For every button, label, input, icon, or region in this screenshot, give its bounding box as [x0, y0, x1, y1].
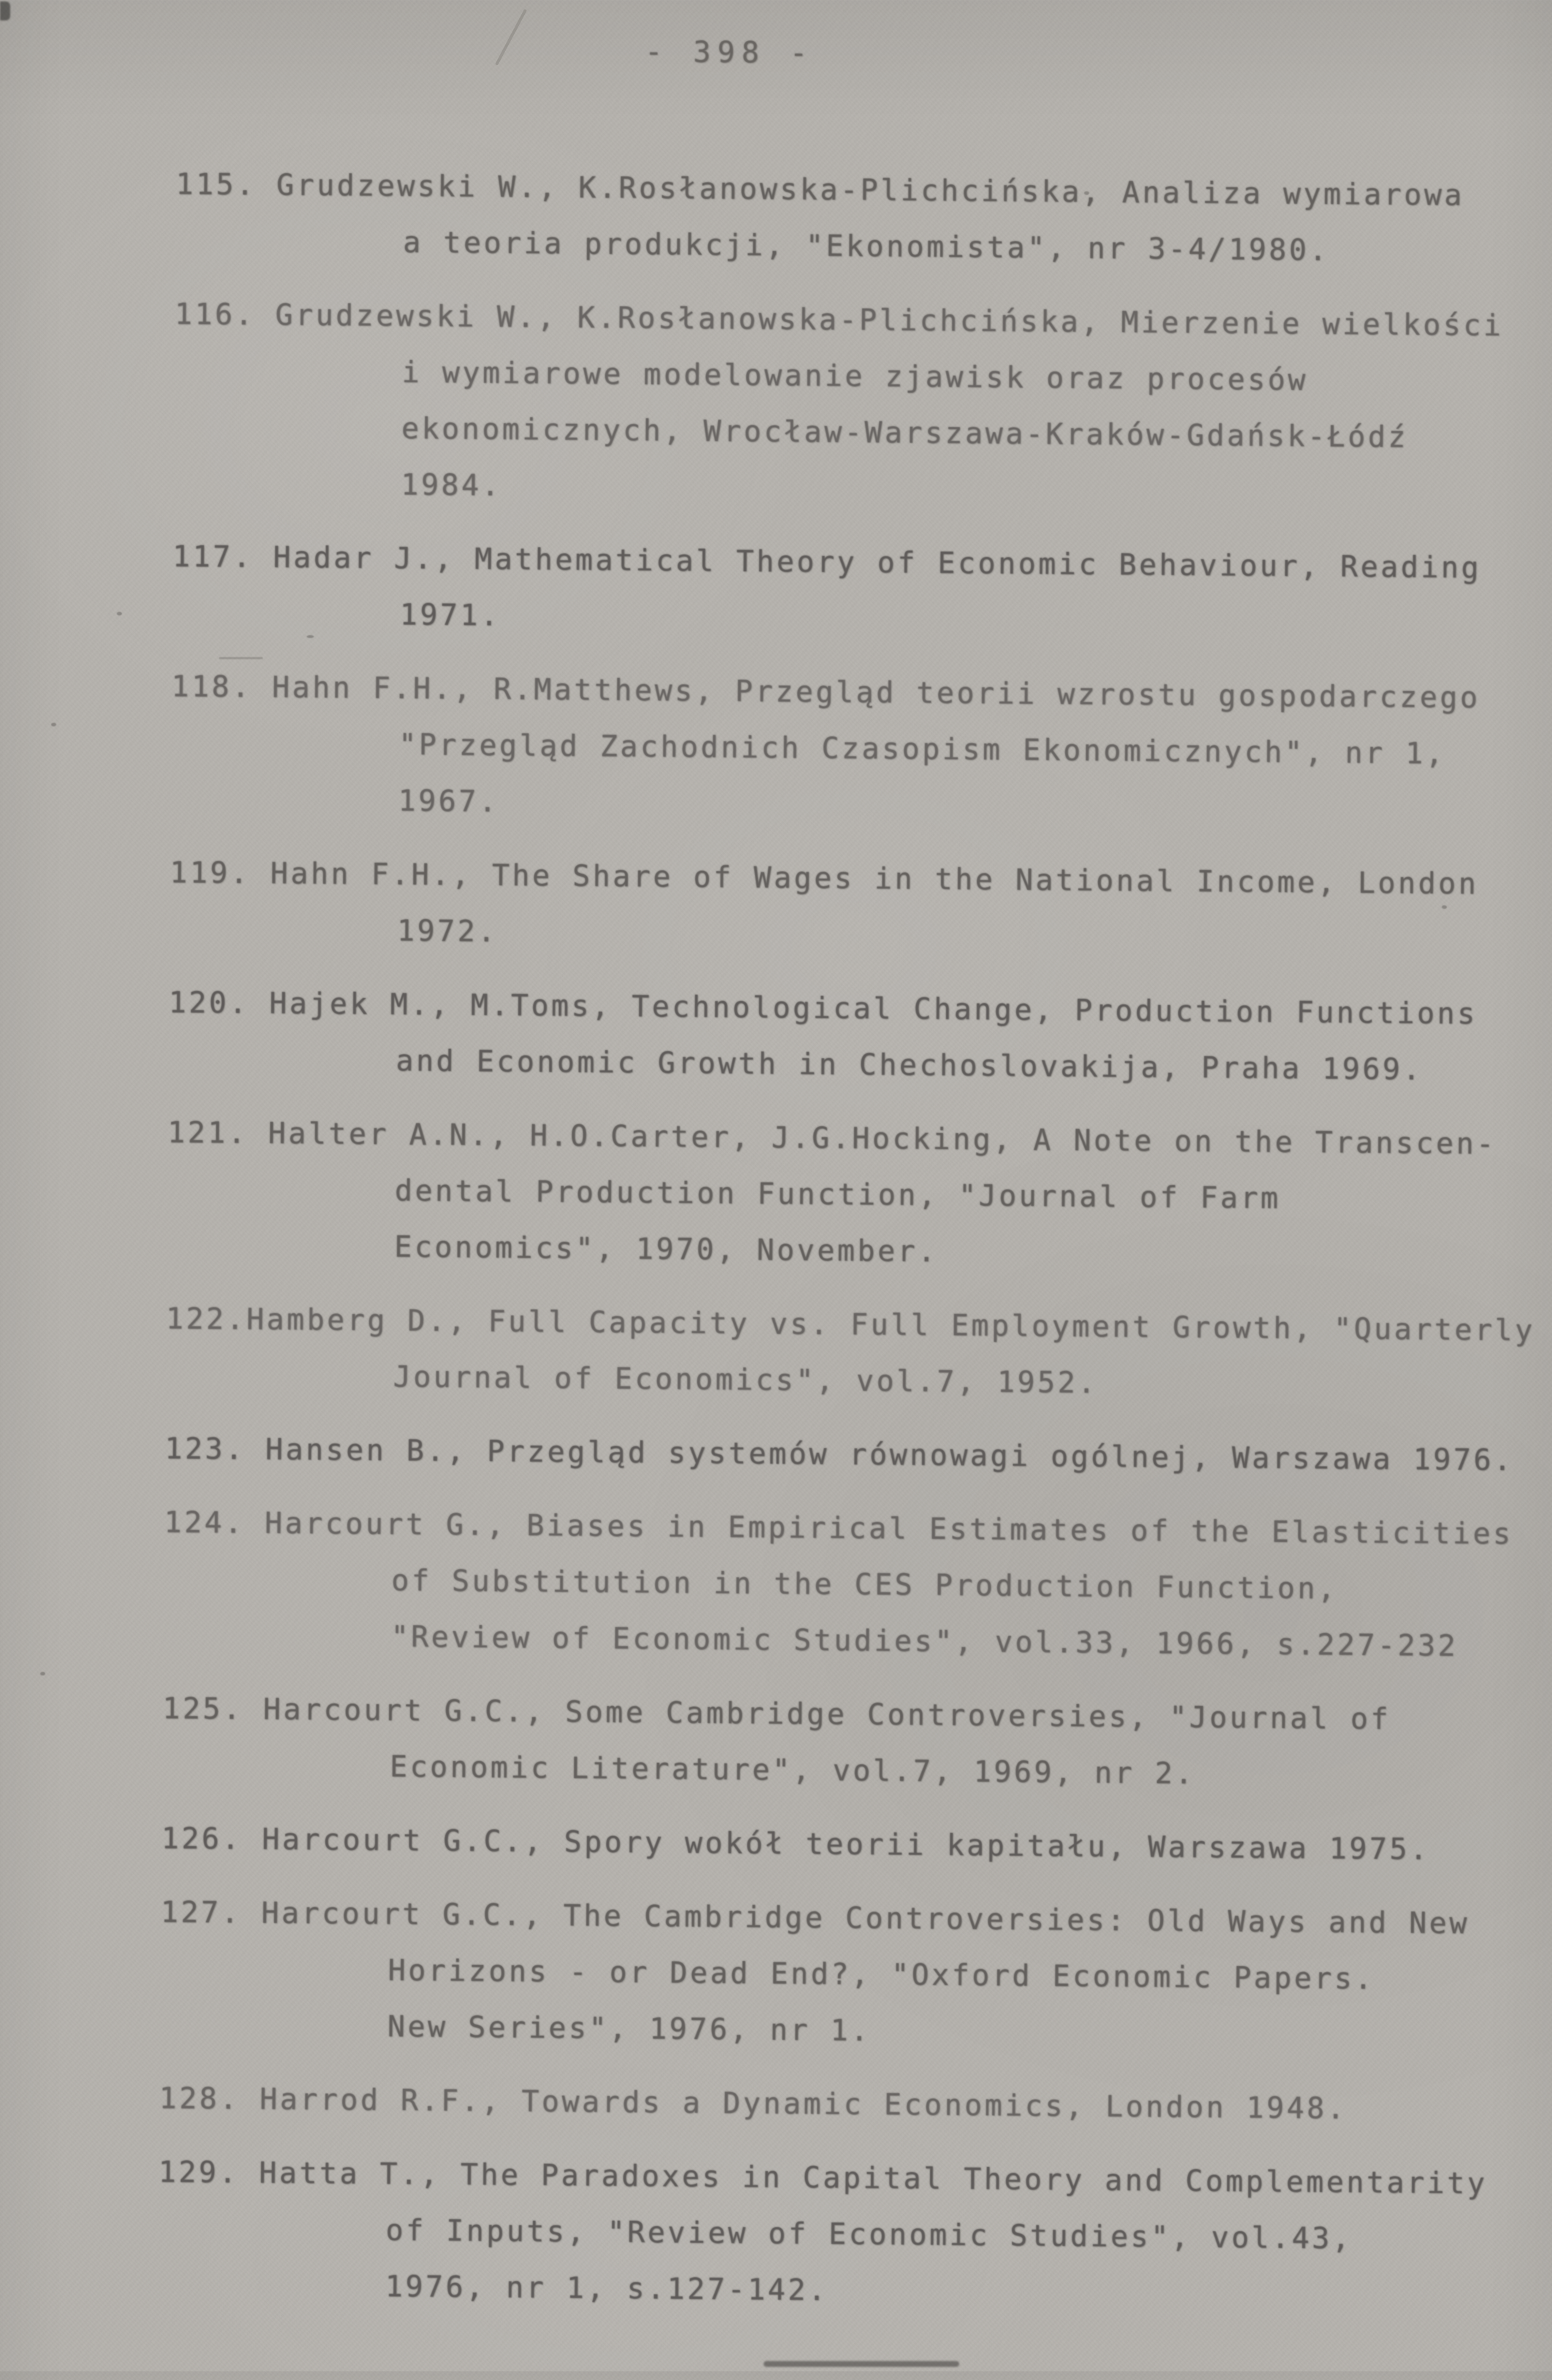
entry-first-line: 121. Halter A.N., H.O.Carter, J.G.Hocking, A Note on the Transcen- — [167, 1116, 1497, 1162]
bibliography-entry — [157, 2145, 1552, 2326]
scan-bottom-smudge — [764, 2361, 959, 2367]
entry-continuation-line: New Series", 1976, nr 1. — [387, 2010, 871, 2049]
entry-first-line: 116. Grudzewski W., K.Rosłanowska-Plichcińska, Mierzenie wielkości — [174, 297, 1504, 343]
entry-continuation-line: "Przegląd Zachodnich Czasopism Ekonomicznych", nr 1, — [398, 728, 1446, 771]
entry-continuation-line: of Inputs, "Review of Economic Studies", vol.43, — [385, 2214, 1353, 2256]
entry-first-line: 126. Harcourt G.C., Spory wokół teorii kapitału, Warszawa 1975. — [161, 1822, 1430, 1867]
entry-first-line: 120. Hajek M., M.Toms, Technological Change, Production Functions — [168, 986, 1478, 1032]
bibliography-entry — [159, 1885, 1552, 2066]
bibliography-entry — [166, 1105, 1552, 1286]
bibliography-entry — [164, 1421, 1552, 1490]
bibliography-list — [157, 157, 1552, 2343]
entry-continuation-line: 1972. — [396, 914, 498, 949]
entry-first-line: 124. Harcourt G., Biases in Empirical Estimates of the Elasticities — [164, 1505, 1513, 1551]
entry-first-line: 127. Harcourt G.C., The Cambridge Controversies: Old Ways and New — [160, 1895, 1470, 1941]
bibliography-entry — [159, 2071, 1552, 2140]
entry-first-line: 125. Harcourt G.C., Some Cambridge Controversies, "Journal of — [162, 1692, 1391, 1737]
scan-corner-mark — [0, 1, 10, 20]
bibliography-entry — [175, 157, 1552, 282]
paper-speck — [1442, 905, 1447, 909]
paper-speck — [40, 1672, 45, 1675]
entry-first-line: 123. Hansen B., Przegląd systemów równowagi ogólnej, Warszawa 1976. — [164, 1432, 1514, 1478]
entry-continuation-line: Horizons - or Dead End?, "Oxford Economic Papers. — [388, 1954, 1375, 1997]
bibliography-entry — [173, 287, 1552, 524]
entry-continuation-line: a teoria produkcji, "Ekonomista", nr 3-4/1980. — [402, 226, 1330, 268]
entry-continuation-line: of Substitution in the CES Production Function, — [391, 1564, 1338, 1606]
bibliography-entry — [163, 1495, 1552, 1676]
bibliography-entry — [170, 659, 1552, 840]
bibliography-entry — [162, 1681, 1552, 1806]
entry-continuation-line: "Review of Economic Studies", vol.33, 1966, s.227-232 — [391, 1620, 1459, 1664]
entry-first-line: 115. Grudzewski W., K.Rosłanowska-Plichcińska, Analiza wymiarowa — [175, 167, 1465, 213]
entry-continuation-line: dental Production Function, "Journal of Farm — [394, 1174, 1281, 1216]
paper-speck — [51, 723, 56, 726]
entry-continuation-line: Economics", 1970, November. — [393, 1230, 938, 1269]
page-number: - 398 - — [645, 35, 815, 71]
entry-continuation-line: ekonomicznych, Wrocław-Warszawa-Kraków-Gdańsk-Łódź — [401, 412, 1409, 455]
entry-continuation-line: Journal of Economics", vol.7, 1952. — [393, 1360, 1099, 1400]
entry-continuation-line: i wymiarowe modelowanie zjawisk oraz procesów — [402, 356, 1308, 398]
paper-speck — [1084, 191, 1089, 195]
entry-continuation-line: 1971. — [399, 598, 501, 633]
paper-speck — [117, 612, 122, 615]
paper-speck — [307, 635, 314, 638]
entry-first-line: 119. Hahn F.H., The Share of Wages in the National Income, London — [169, 856, 1479, 902]
entry-first-line: 117. Hadar J., Mathematical Theory of Economic Behaviour, Reading — [172, 540, 1482, 586]
entry-first-line: 128. Harrod R.F., Towards a Dynamic Economics, London 1948. — [158, 2081, 1348, 2126]
entry-first-line: 122.Hamberg D., Full Capacity vs. Full Employment Growth, "Quarterly — [166, 1302, 1535, 1348]
entry-continuation-line: 1976, nr 1, s.127-142. — [385, 2270, 829, 2308]
entry-first-line: 129. Hatta T., The Paradoxes in Capital Theory and Complementarity — [158, 2155, 1488, 2201]
bibliography-entry — [169, 845, 1552, 970]
bibliography-entry — [165, 1291, 1552, 1416]
bibliography-entry — [161, 1811, 1552, 1880]
paper-speck — [219, 657, 263, 659]
entry-continuation-line: 1984. — [400, 468, 502, 503]
entry-continuation-line: Economic Literature", vol.7, 1969, nr 2. — [389, 1750, 1196, 1791]
entry-first-line: 118. Hahn F.H., R.Matthews, Przegląd teorii wzrostu gospodarczego — [171, 669, 1480, 715]
entry-continuation-line: 1967. — [398, 784, 499, 819]
entry-continuation-line: and Economic Growth in Chechoslovakija, Praha 1969. — [396, 1044, 1424, 1087]
bibliography-entry — [168, 975, 1552, 1100]
bibliography-entry — [172, 529, 1552, 654]
